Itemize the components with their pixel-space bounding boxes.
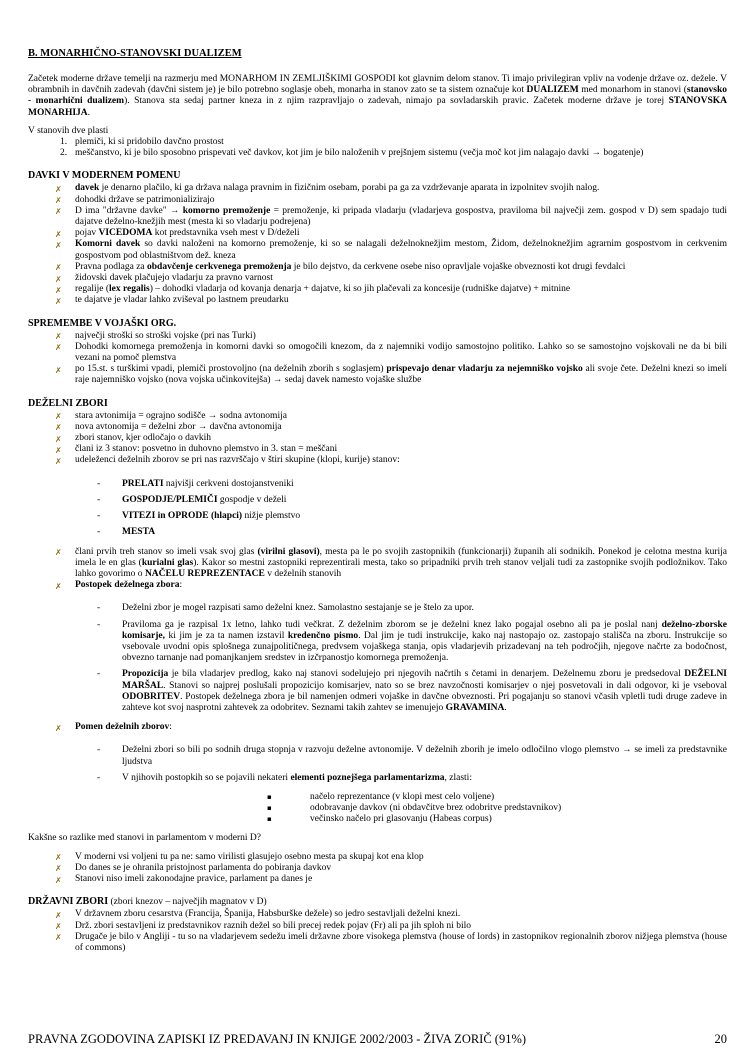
numbered-list-item	[28, 137, 727, 148]
x-item	[28, 863, 727, 874]
text: . Dal jim je tudi instrukcije, kako naj nastopajo oz. zastopajo stališča na zboru. Instrukcije so vsebovale uvodni opis splošnega zunajpolitičnega, predvsem vojaškega stanja, opis vladarjevih prizadevanj na teh področjih, njegove načrte za bodočnost, obvezno tarnanje nad pomanjkanjem sredstev in izčrpanostjo komornega premoženja.	[122, 630, 727, 664]
bold-text: stanovsko - monarhični dualizem	[28, 85, 727, 107]
x-bullet-icon: ✗	[55, 240, 62, 250]
xlist	[28, 547, 727, 592]
text: .	[87, 107, 91, 118]
xlist	[28, 411, 727, 467]
x-item	[28, 239, 727, 261]
text: je bilo dejstvo, da cerkvene osebe niso opravljale vojaške obveznosti kot drugi fevdalci	[291, 261, 626, 272]
x-item	[28, 932, 727, 954]
text: člani prvih treh stanov so imeli vsak svoj glas	[75, 546, 258, 557]
x-bullet-icon: ✗	[55, 933, 62, 943]
xlist	[28, 183, 727, 306]
dashlist	[28, 479, 727, 539]
x-bullet-icon: ✗	[55, 332, 62, 342]
x-item	[28, 228, 727, 239]
x-bullet-icon: ✗	[55, 456, 62, 466]
x-item	[28, 433, 727, 444]
x-item-text	[75, 433, 727, 444]
bold-text: kredenčno pismo	[287, 630, 359, 641]
text: odobravanje davkov (ni obdavčitve brez odobritve predstavnikov)	[310, 803, 562, 814]
bold-text: Postopek deželnega zbora	[75, 580, 180, 591]
dash-item	[28, 773, 727, 784]
text: ) – dohodki vladarja od kovanja denarja + dajatve, ki so jih plačevali za koncesije (rudniške dajatve) + mitnine	[149, 284, 571, 295]
dash-bullet-icon: -	[97, 478, 101, 489]
bold-text: DEŽELNI MARŠAL	[122, 669, 727, 691]
list-item-text	[75, 137, 224, 147]
x-bullet-icon: ✗	[55, 723, 62, 733]
dash-item-text	[122, 620, 727, 665]
numbered-list	[28, 137, 727, 159]
x-item-text	[75, 273, 727, 284]
text: največji stroški so stroški vojske (pri nas Turki)	[75, 330, 256, 341]
dash-bullet-icon: -	[97, 511, 101, 522]
x-item	[28, 206, 727, 228]
dash-bullet-icon: -	[97, 669, 101, 680]
x-item-text	[75, 863, 727, 874]
text: je bila vladarjev predlog, kako naj stanovi sodelujejo pri njegovih načrtih s četami in denarjem. Deželnemu zboru je predsedoval	[168, 669, 685, 680]
x-item	[28, 284, 727, 295]
text: Dohodki komornega premoženja in komorni davki so omogočili knezom, da z najemniki vodijo samostojno politiko. Lahko so se samostojno vojskovali ne da bi bili vezani na pomoč plemstva	[75, 341, 727, 364]
bold-text: elementi poznejšega parlamentarizma	[290, 772, 445, 783]
square-bullet-icon: ▪	[267, 804, 272, 813]
paragraph	[28, 74, 727, 119]
square-bullet-icon: ▪	[267, 792, 272, 801]
x-bullet-icon: ✗	[55, 864, 62, 874]
section-heading	[28, 398, 727, 410]
x-item	[28, 547, 727, 581]
dash-item	[28, 745, 727, 767]
numbered-list-item	[28, 148, 727, 159]
text: = premoženje, ki pripada vladarju (vladarjeva gospostva, praviloma bil največji zem. gospod v D) sem spadajo tudi dajatve deželno-knežjih mest (mesta ki so vladarju podrejena)	[75, 205, 727, 228]
dash-item	[28, 603, 727, 614]
x-item-text	[75, 874, 727, 885]
paragraph	[28, 126, 727, 137]
x-bullet-icon: ✗	[55, 285, 62, 295]
text: člani iz 3 stanov: posvetno in duhovno plemstvo in 3. stan = meščani	[75, 444, 338, 455]
text: te dajatve je vladar lahko zviševal po lastnem preudarku	[75, 295, 289, 306]
text: udeleženci deželnih zborov se pri nas razvrščajo v štiri skupine (klopi, kurije) stanov:	[75, 455, 400, 466]
sq-item	[28, 792, 727, 803]
text: je denarno plačilo, ki ga država nalaga pravnim in fizičnim osebam, porabi pa ga za vzdrževanje aparata in izpolnitev svojih nalog.	[99, 183, 600, 194]
bold-text: GRAVAMINA	[445, 702, 505, 713]
text: .	[504, 702, 507, 713]
dash-item-text	[122, 511, 727, 522]
x-item-text	[75, 411, 727, 422]
document-title	[28, 48, 727, 60]
x-bullet-icon: ✗	[55, 922, 62, 932]
dash-bullet-icon: -	[97, 603, 101, 614]
text: V stanovih dve plasti	[28, 125, 109, 136]
x-item-text	[75, 228, 727, 239]
bold-text: lex regalis	[109, 284, 150, 295]
bold-text: VITEZI in OPRODE (hlapci)	[122, 511, 243, 522]
x-item-text	[75, 422, 727, 433]
bold-text: deželno-zborske komisarje,	[122, 619, 727, 641]
text: . Stanovi so najprej poslušali propozicijo komisarjev, nato so se brez navzočnosti komisarjev o njej posvetovali in dali odgovor, ki je vseboval	[163, 680, 727, 691]
bold-text: SPREMEMBE V VOJAŠKI ORG.	[28, 317, 177, 329]
text: Začetek moderne države temelji na razmerju med MONARHOM IN ZEMLJIŠKIMI GOSPODI kot glavnim delom stanov. Ti imajo privilegiran vpliv na vodenje države oz. dežele. V obrambnih in davčnih zadevah (davčni sistem je) je bilo potrebno soglasje obeh, monarha in stanov zato se ta sistem označuje kot	[28, 74, 727, 96]
sq-item	[28, 803, 727, 814]
x-bullet-icon: ✗	[55, 207, 62, 217]
text: Kakšne so razlike med stanovi in parlamentom v moderni D?	[28, 832, 261, 843]
dashlist	[28, 745, 727, 784]
text: načelo reprezentance (v klopi mest celo voljene)	[310, 791, 495, 802]
text: D ima "državne davke" →	[75, 205, 183, 216]
bold-text: kurialni glas	[141, 557, 194, 568]
x-item	[28, 444, 727, 455]
sqlist	[28, 792, 727, 826]
dash-bullet-icon: -	[97, 494, 101, 505]
bold-text: STANOVSKA MONARHIJA	[28, 96, 727, 118]
bold-text: DRŽAVNI ZBORI	[28, 896, 109, 908]
x-item	[28, 342, 727, 364]
bold-text: komorno premoženje	[182, 205, 271, 216]
text: (zbori knezov – največjih magnatov v D)	[108, 897, 267, 908]
text: ali svoje čete. Deželni knezi so imeli raje najemniško vojsko (nova vojska učinkovitejša) → sedaj davek namesto vojaške službe	[75, 364, 728, 386]
x-item	[28, 852, 727, 863]
text: Pravna podlaga za	[75, 261, 148, 272]
section-heading	[28, 896, 727, 908]
bold-text: VICEDOMA	[98, 228, 153, 239]
bold-text: (virilni glasovi)	[257, 546, 320, 557]
list-number: 1.	[60, 137, 68, 148]
x-item	[28, 921, 727, 932]
bold-text: Propozicija	[122, 669, 169, 680]
bold-text: Komorni davek	[75, 239, 141, 250]
xlist	[28, 331, 727, 387]
dash-bullet-icon: -	[97, 772, 101, 783]
xlist	[28, 722, 727, 733]
x-bullet-icon: ✗	[55, 875, 62, 885]
x-item-text	[75, 932, 727, 954]
x-item	[28, 295, 727, 306]
list-item-text	[75, 148, 643, 158]
text: med monarhom in stanovi (	[578, 85, 687, 96]
x-item-text	[75, 455, 727, 466]
square-bullet-icon: ▪	[267, 815, 272, 824]
dash-bullet-icon: -	[97, 745, 101, 756]
x-item-text	[75, 183, 727, 194]
x-bullet-icon: ✗	[55, 581, 62, 591]
dash-item-text	[122, 603, 727, 614]
x-item	[28, 262, 727, 273]
x-item	[28, 331, 727, 342]
text: v deželnih stanovih	[264, 568, 342, 579]
text: ki jim je za ta namen izstavil	[165, 630, 288, 641]
dashlist	[28, 603, 727, 714]
x-item	[28, 909, 727, 920]
text: ). Stanova sta sedaj partner kneza in z njim razpravljajo o zadevah, nimajo pa sovladarskih pravic. Začetek moderne države je torej	[124, 96, 669, 107]
x-item-text	[75, 580, 727, 591]
dash-item	[28, 527, 727, 538]
x-item-text	[75, 444, 727, 455]
sq-item-text	[310, 792, 494, 802]
dash-item-text	[122, 745, 727, 767]
x-bullet-icon: ✗	[55, 365, 62, 375]
text: nova avtonomija = deželni zbor → davčna avtonomija	[75, 421, 282, 432]
dash-bullet-icon: -	[97, 619, 101, 630]
text: Deželni zbor je mogel razpisati samo deželni knez. Samolastno sestajanje se je štelo za upor.	[122, 603, 474, 614]
bold-text: DUALIZEM	[526, 85, 579, 96]
text: nižje plemstvo	[242, 511, 301, 522]
bold-text: GOSPODJE/PLEMIČI	[122, 494, 218, 505]
text: . Postopek deželnega zbora je bil namenjen odmeri vojaške in davčne obveznosti. Pri pogajanju so stanovi včasih vpletli tudi druge zadeve in zahteve kot svoj nasprotni zahtevek za odobritev. Seznami takih zahtev se imenujejo	[122, 691, 727, 713]
xlist	[28, 852, 727, 886]
text: regalije (	[75, 284, 110, 295]
x-bullet-icon: ✗	[55, 412, 62, 422]
text: Do danes se je ohranila pristojnost parlamenta do pobiranja davkov	[75, 862, 332, 873]
text: plemiči, ki si pridobilo davčno prostost	[75, 137, 224, 148]
x-item-text	[75, 722, 727, 733]
text: Praviloma ga je razpisal 1x letno, lahko tudi večkrat. Z deželnim zborom se je deželni knez lako pogajal osebno ali pa je poslal nanj	[122, 619, 662, 630]
text: meščanstvo, ki je bilo sposobno prispevati več davkov, kot jim je bilo naloženih v prejšnjem sistemu (večja moč kot jim nalagajo davki → bogatenje)	[75, 148, 644, 159]
x-item	[28, 364, 727, 386]
x-bullet-icon: ✗	[55, 853, 62, 863]
text: dohodki države se patrimonializirajo	[75, 194, 215, 205]
bold-text: NAČELU REPREZENTACE	[144, 568, 265, 579]
bold-text: ODOBRITEV	[122, 691, 181, 702]
x-item	[28, 273, 727, 284]
x-bullet-icon: ✗	[55, 423, 62, 433]
text: stara avtonimija = ograjno sodišče → sodna avtonomija	[75, 410, 287, 421]
section-heading	[28, 170, 727, 182]
x-item-text	[75, 547, 727, 581]
x-bullet-icon: ✗	[55, 229, 62, 239]
x-item-text	[75, 284, 727, 295]
text: V njihovih postopkih so se pojavili nekateri	[122, 772, 291, 783]
text: , zlasti:	[444, 772, 472, 783]
x-bullet-icon: ✗	[55, 548, 62, 557]
x-item	[28, 183, 727, 194]
x-bullet-icon: ✗	[55, 184, 62, 194]
x-bullet-icon: ✗	[55, 910, 62, 920]
text: V moderni vsi voljeni tu pa ne: samo virilisti glasujejo osebno mesta pa skupaj kot ena klop	[75, 851, 424, 862]
x-item-text	[75, 295, 727, 306]
x-bullet-icon: ✗	[55, 263, 62, 273]
bold-text: PRELATI	[122, 478, 164, 489]
footer-title: PRAVNA ZGODOVINA ZAPISKI IZ PREDAVANJ IN KNJIGE 2002/2003 - ŽIVA ZORIČ (91%)	[28, 1032, 527, 1046]
x-bullet-icon: ✗	[55, 196, 62, 206]
x-bullet-icon: ✗	[55, 296, 62, 306]
text: :	[179, 580, 183, 591]
x-item-text	[75, 206, 727, 228]
dash-item	[28, 669, 727, 714]
dash-item-text	[122, 773, 727, 784]
x-item	[28, 455, 727, 466]
bold-text: Pomen deželnih zborov	[75, 722, 170, 733]
x-item	[28, 422, 727, 433]
page-number: 20	[714, 1032, 727, 1046]
text: zbori stanov, kjer odločajo o davkih	[75, 433, 212, 444]
list-number: 2.	[60, 148, 68, 159]
text: po 15.st. s turškimi vpadi, plemiči prostovoljno (na deželnih zborih s soglasjem)	[75, 364, 387, 375]
x-item	[28, 722, 727, 733]
x-item-text	[75, 921, 727, 932]
text: Drugače je bilo v Angliji - tu so na vladarjevem sedežu imeli državne zbore visokega plemstva (house of lords) in zastopnikov regionalnih zborov nižjega plemstva (house of commons)	[75, 931, 727, 953]
x-item	[28, 874, 727, 885]
text: židovski davek plačujejo vladarju za pravno varnost	[75, 273, 273, 284]
x-item-text	[75, 364, 727, 386]
bold-text: obdavčenje cerkvenega premoženja	[147, 261, 292, 272]
dash-item	[28, 620, 727, 665]
text: Stanovi niso imeli zakonodajne pravice, parlament pa danes je	[75, 874, 313, 885]
text: gospodje v deželi	[217, 494, 287, 505]
x-item-text	[75, 852, 727, 863]
bold-text: DEŽELNI ZBORI	[28, 397, 108, 409]
sq-item-text	[310, 814, 492, 824]
dash-item-text	[122, 495, 727, 506]
dash-item	[28, 495, 727, 506]
text: ). Kakor so mestni zastopniki reprezentirali mesta, tako so pripadniki prvih treh stanov veljali tudi za zastopnike svojih podložnikov. Tako lahko govorimo o	[75, 557, 727, 579]
text: Drž. zbori sestavljeni iz predstavnikov raznih dežel so bili precej redek pojav (Fr) ali pa jih sploh ni bilo	[75, 920, 471, 931]
document-body	[28, 48, 727, 954]
x-item-text	[75, 239, 727, 261]
bold-text: prispevajo denar vladarju za nejemniško vojsko	[386, 364, 583, 375]
x-bullet-icon: ✗	[55, 343, 62, 353]
text: , mesta pa le po svojih zastopnikih (funkcionarji) županih ali sodnikih. Ponekod je celotna mestna kurija imela le en glas (	[75, 546, 727, 568]
x-bullet-icon: ✗	[55, 434, 62, 444]
dash-item-text	[122, 479, 727, 490]
sq-item-text	[310, 803, 561, 813]
bold-text: DAVKI V MODERNEM POMENU	[28, 170, 181, 182]
text: najvišji cerkveni dostojanstveniki	[163, 478, 294, 489]
text: pojav	[75, 228, 99, 239]
bold-text: MESTA	[122, 527, 156, 538]
text: kot predstavnika vseh mest v D/deželi	[152, 228, 300, 239]
text: so davki naloženi na komorno premoženje, ki so se nalagali deželnoknežjim mestom, Židom, deželnoknežjim agrarnim gospostvom in cerkvenim gospostvom pod oblastništvom dež. kneza	[75, 239, 728, 261]
text: :	[169, 722, 172, 733]
x-item-text	[75, 262, 727, 273]
x-bullet-icon: ✗	[55, 274, 62, 284]
x-item-text	[75, 342, 727, 364]
x-item-text	[75, 909, 727, 920]
dash-item-text	[122, 527, 727, 538]
dash-item	[28, 479, 727, 490]
text: Deželni zbori so bili po sodnih druga stopnja v razvoju deželne avtonomije. V deželnih zborih je imelo odločilno vlogo plemstvo → se imeli za predstavnike ljudstva	[122, 745, 727, 767]
text: V državnem zboru cesarstva (Francija, Španija, Habsburške dežele) so jedro sestavljali deželni knezi.	[75, 909, 461, 920]
paragraph	[28, 833, 727, 844]
dash-item-text	[122, 669, 727, 714]
x-item	[28, 580, 727, 591]
section-heading	[28, 318, 727, 330]
sq-item	[28, 814, 727, 825]
bold-text: davek	[75, 183, 100, 194]
dash-item	[28, 511, 727, 522]
x-item-text	[75, 195, 727, 206]
x-item	[28, 195, 727, 206]
text: večinsko načelo pri glasovanju (Habeas corpus)	[310, 814, 492, 825]
x-bullet-icon: ✗	[55, 445, 62, 455]
page-footer	[28, 1032, 727, 1047]
dash-bullet-icon: -	[97, 527, 101, 538]
bold-text: B. MONARHIČNO-STANOVSKI DUALIZEM	[28, 48, 242, 59]
x-item-text	[75, 331, 727, 342]
x-item	[28, 411, 727, 422]
xlist	[28, 909, 727, 954]
